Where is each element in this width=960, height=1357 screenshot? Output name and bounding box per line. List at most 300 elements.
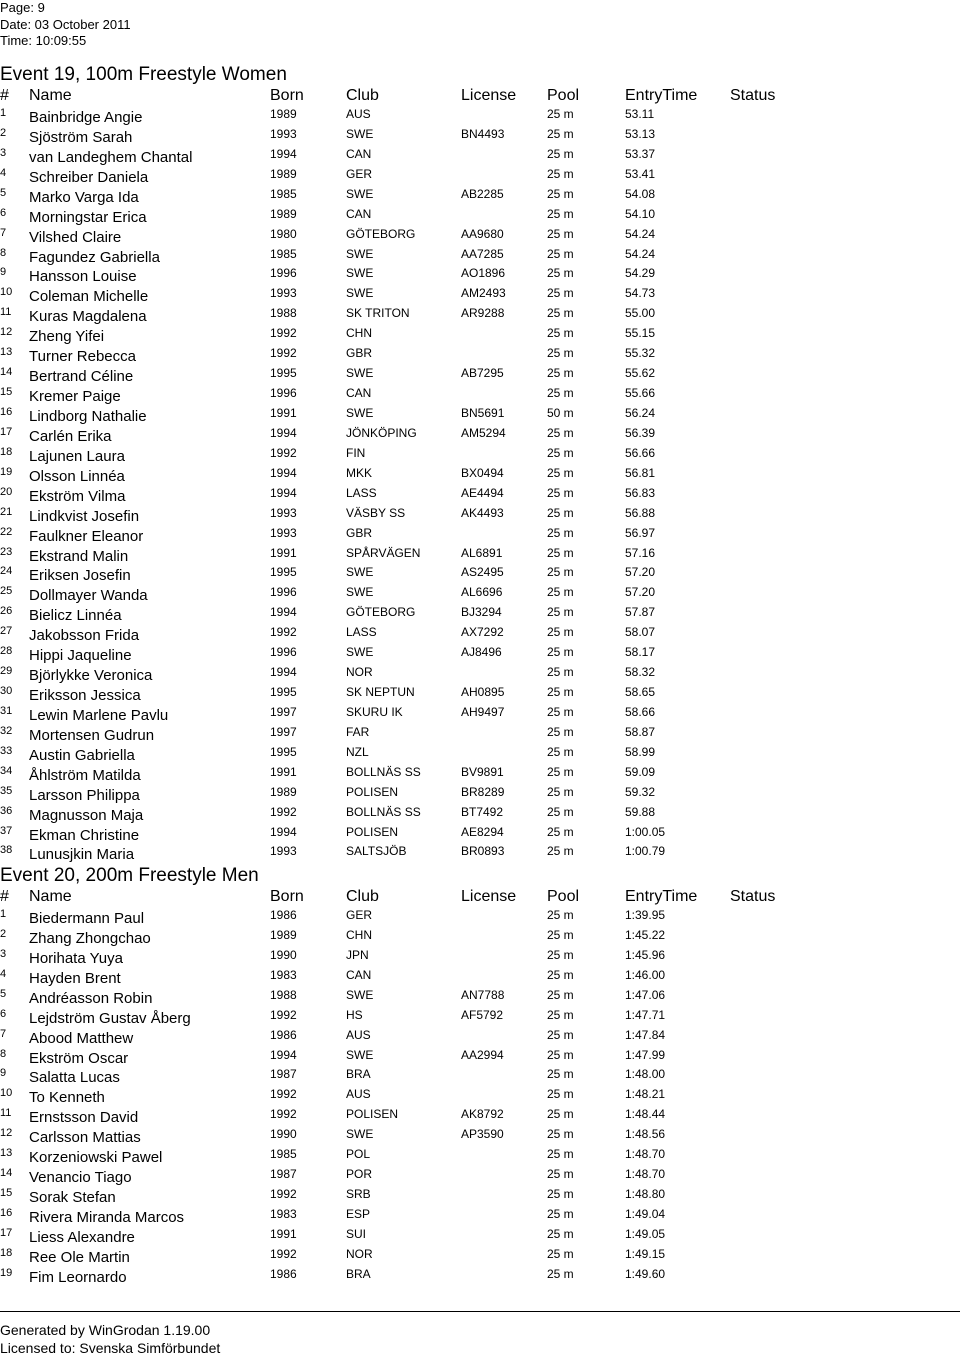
birth-year: 1992 bbox=[270, 804, 297, 819]
place-number: 7 bbox=[0, 226, 7, 239]
club-name: VÄSBY SS bbox=[346, 505, 406, 520]
birth-year: 1985 bbox=[270, 246, 297, 261]
swimmer-name: Kremer Paige bbox=[29, 388, 121, 405]
swimmer-name: Faulkner Eleanor bbox=[29, 527, 144, 545]
swimmer-name: Fim Leornardo bbox=[29, 1268, 127, 1286]
birth-year: 1990 bbox=[270, 947, 297, 962]
license-id: AA7285 bbox=[461, 246, 504, 261]
place-number: 33 bbox=[0, 744, 13, 757]
pool-length: 25 m bbox=[547, 704, 574, 719]
entry-time: 53.13 bbox=[625, 126, 656, 141]
entry-row bbox=[0, 724, 960, 744]
birth-year: 1995 bbox=[270, 685, 297, 699]
entry-time: 1:48.44 bbox=[625, 1107, 666, 1122]
place-number: 13 bbox=[0, 1147, 13, 1160]
club-name: JÖNKÖPING bbox=[346, 425, 417, 440]
pool-length: 25 m bbox=[547, 326, 574, 341]
entry-row bbox=[0, 285, 960, 305]
entry-time: 53.37 bbox=[625, 146, 656, 161]
license-id: AB2285 bbox=[461, 186, 504, 201]
pool-length: 25 m bbox=[547, 967, 574, 982]
club-name: GÖTEBORG bbox=[346, 605, 416, 620]
swimmer-name: To Kenneth bbox=[29, 1089, 105, 1107]
place-number: 8 bbox=[0, 1047, 7, 1060]
entry-time: 54.29 bbox=[625, 266, 656, 281]
pool-length: 25 m bbox=[547, 445, 574, 460]
place-number: 15 bbox=[0, 1187, 13, 1199]
entry-row bbox=[0, 907, 960, 927]
place-number: 14 bbox=[0, 1167, 13, 1180]
club-name: CAN bbox=[346, 206, 372, 221]
club-name: ESP bbox=[346, 1207, 371, 1221]
pool-length: 25 m bbox=[547, 306, 574, 321]
birth-year: 1991 bbox=[270, 764, 297, 779]
club-name: FAR bbox=[346, 724, 370, 739]
place-number: 10 bbox=[0, 286, 13, 299]
place-number: 18 bbox=[0, 1246, 13, 1259]
swimmer-name: Morningstar Erica bbox=[29, 208, 147, 226]
place-number: 18 bbox=[0, 445, 13, 458]
pool-length: 25 m bbox=[547, 465, 574, 480]
pool-length: 50 m bbox=[547, 405, 574, 420]
birth-year: 1986 bbox=[270, 1027, 297, 1042]
entry-row bbox=[0, 1086, 960, 1106]
entry-time: 54.73 bbox=[625, 286, 656, 301]
swimmer-name: Venancio Tiago bbox=[29, 1169, 132, 1187]
license-id: AO1896 bbox=[461, 266, 506, 281]
swimmer-name: Turner Rebecca bbox=[29, 348, 136, 366]
pool-length: 25 m bbox=[547, 764, 574, 779]
swimmer-name: Bielicz Linnéa bbox=[29, 607, 122, 625]
license-id: AX7292 bbox=[461, 625, 504, 640]
birth-year: 1995 bbox=[270, 565, 297, 580]
license-id: AR9288 bbox=[461, 306, 505, 321]
pool-length: 25 m bbox=[547, 186, 574, 201]
club-name: BRA bbox=[346, 1067, 371, 1082]
place-number: 1 bbox=[0, 908, 7, 920]
club-name: NOR bbox=[346, 1246, 373, 1261]
club-name: SWE bbox=[346, 366, 374, 381]
entry-row bbox=[0, 744, 960, 764]
entry-time: 56.97 bbox=[625, 525, 656, 540]
column-header-entry-time: EntryTime bbox=[625, 888, 698, 905]
entry-row bbox=[0, 927, 960, 947]
entry-row bbox=[0, 644, 960, 664]
license-id: AB7295 bbox=[461, 366, 504, 381]
birth-year: 1989 bbox=[270, 107, 297, 121]
birth-year: 1994 bbox=[270, 1047, 297, 1062]
birth-year: 1985 bbox=[270, 186, 297, 201]
club-name: CAN bbox=[346, 967, 372, 982]
entry-time: 56.81 bbox=[625, 465, 656, 480]
entry-time: 54.24 bbox=[625, 226, 656, 241]
entry-row bbox=[0, 1106, 960, 1126]
place-number: 19 bbox=[0, 465, 13, 478]
entry-time: 58.32 bbox=[625, 665, 656, 679]
swimmer-name: Jakobsson Frida bbox=[29, 627, 140, 645]
swimmer-name: Dollmayer Wanda bbox=[29, 587, 148, 605]
entry-time: 55.15 bbox=[625, 326, 656, 341]
birth-year: 1989 bbox=[270, 784, 297, 799]
place-number: 5 bbox=[0, 987, 7, 1000]
club-name: AUS bbox=[346, 1087, 371, 1102]
birth-year: 1991 bbox=[270, 405, 297, 420]
club-name: GÖTEBORG bbox=[346, 226, 416, 241]
club-name: FIN bbox=[346, 445, 366, 460]
place-number: 6 bbox=[0, 1007, 7, 1020]
place-number: 17 bbox=[0, 425, 13, 438]
entry-row bbox=[0, 305, 960, 325]
place-number: 32 bbox=[0, 724, 13, 737]
pool-length: 25 m bbox=[547, 485, 574, 500]
place-number: 22 bbox=[0, 525, 13, 538]
entry-time: 55.00 bbox=[625, 306, 656, 321]
pool-length: 25 m bbox=[547, 545, 574, 560]
place-number: 14 bbox=[0, 366, 13, 379]
license-id: AE8294 bbox=[461, 824, 504, 839]
license-id: AS2495 bbox=[461, 565, 504, 580]
birth-year: 1994 bbox=[270, 425, 297, 440]
place-number: 17 bbox=[0, 1226, 13, 1239]
entry-row bbox=[0, 1246, 960, 1266]
birth-year: 1994 bbox=[270, 824, 297, 839]
entry-time: 1:45.96 bbox=[625, 947, 666, 962]
swimmer-name: Schreiber Daniela bbox=[29, 168, 149, 186]
swimmer-name: Sorak Stefan bbox=[29, 1189, 116, 1206]
entry-row bbox=[0, 824, 960, 844]
club-name: SWE bbox=[346, 1047, 374, 1062]
entry-time: 58.87 bbox=[625, 724, 656, 739]
swimmer-name: Marko Varga Ida bbox=[29, 188, 139, 206]
swimmer-name: Hansson Louise bbox=[29, 268, 137, 286]
license-id: AM5294 bbox=[461, 425, 506, 440]
column-header-num: # bbox=[0, 888, 9, 905]
club-name: JPN bbox=[346, 947, 369, 962]
birth-year: 1997 bbox=[270, 704, 297, 719]
entry-row bbox=[0, 265, 960, 285]
club-name: SWE bbox=[346, 126, 374, 141]
pool-length: 25 m bbox=[547, 1147, 574, 1162]
license-id: BR0893 bbox=[461, 844, 505, 859]
entry-time: 1:00.79 bbox=[625, 844, 666, 859]
place-number: 24 bbox=[0, 565, 13, 578]
entry-row bbox=[0, 106, 960, 126]
birth-year: 1992 bbox=[270, 326, 297, 341]
pool-length: 25 m bbox=[547, 1127, 574, 1142]
swimmer-name: Salatta Lucas bbox=[29, 1069, 120, 1087]
birth-year: 1990 bbox=[270, 1127, 297, 1142]
license-id: BV9891 bbox=[461, 764, 504, 779]
event-title: Event 19, 100m Freestyle Women bbox=[0, 64, 287, 85]
column-header-born: Born bbox=[270, 87, 304, 104]
pool-length: 25 m bbox=[547, 1167, 574, 1182]
license-id: BT7492 bbox=[461, 804, 504, 819]
swimmer-name: Kuras Magdalena bbox=[29, 308, 147, 326]
entry-time: 54.10 bbox=[625, 206, 656, 221]
birth-year: 1992 bbox=[270, 1007, 297, 1022]
pool-length: 25 m bbox=[547, 1266, 574, 1281]
place-number: 19 bbox=[0, 1266, 13, 1279]
swimmer-name: Åhlström Matilda bbox=[29, 766, 141, 784]
entry-row bbox=[0, 1007, 960, 1027]
pool-length: 25 m bbox=[547, 724, 574, 739]
footer bbox=[0, 1321, 220, 1357]
swimmer-name: Rivera Miranda Marcos bbox=[29, 1209, 185, 1226]
swimmer-name: Björlykke Veronica bbox=[29, 667, 153, 684]
entry-time: 1:49.60 bbox=[625, 1266, 666, 1281]
pool-length: 25 m bbox=[547, 1047, 574, 1062]
column-header-name: Name bbox=[29, 87, 72, 104]
birth-year: 1996 bbox=[270, 386, 297, 400]
birth-year: 1983 bbox=[270, 967, 297, 982]
entry-time: 53.11 bbox=[625, 107, 655, 121]
entry-time: 56.88 bbox=[625, 505, 656, 520]
birth-year: 1992 bbox=[270, 1246, 297, 1261]
club-name: SWE bbox=[346, 405, 374, 420]
entry-time: 1:47.06 bbox=[625, 987, 666, 1002]
swimmer-name: Zheng Yifei bbox=[29, 328, 105, 346]
birth-year: 1983 bbox=[270, 1207, 297, 1221]
entry-row bbox=[0, 425, 960, 445]
place-number: 7 bbox=[0, 1027, 7, 1040]
pool-length: 25 m bbox=[547, 1067, 574, 1082]
pool-length: 25 m bbox=[547, 246, 574, 261]
column-header-entry-time: EntryTime bbox=[625, 87, 698, 104]
license-id: AN7788 bbox=[461, 987, 505, 1002]
entry-row bbox=[0, 967, 960, 987]
club-name: SKURU IK bbox=[346, 704, 403, 719]
club-name: BRA bbox=[346, 1266, 371, 1281]
place-number: 12 bbox=[0, 326, 13, 339]
place-number: 3 bbox=[0, 947, 7, 960]
pool-length: 25 m bbox=[547, 987, 574, 1002]
birth-year: 1995 bbox=[270, 366, 297, 381]
column-header-born: Born bbox=[270, 888, 304, 905]
license-id: AF5792 bbox=[461, 1007, 504, 1022]
birth-year: 1997 bbox=[270, 724, 297, 739]
pool-length: 25 m bbox=[547, 366, 574, 381]
place-number: 5 bbox=[0, 186, 7, 199]
license-id: AA9680 bbox=[461, 226, 504, 241]
entry-row bbox=[0, 784, 960, 804]
entry-time: 54.24 bbox=[625, 246, 656, 261]
birth-year: 1989 bbox=[270, 166, 297, 181]
entry-row bbox=[0, 166, 960, 186]
pool-length: 25 m bbox=[547, 1187, 574, 1201]
license-id: BJ3294 bbox=[461, 605, 502, 620]
entry-time: 58.17 bbox=[625, 645, 656, 660]
birth-year: 1993 bbox=[270, 286, 297, 301]
pool-length: 25 m bbox=[547, 266, 574, 281]
birth-year: 1994 bbox=[270, 665, 297, 679]
column-header-pool: Pool bbox=[547, 87, 580, 104]
swimmer-name: Zhang Zhongchao bbox=[29, 929, 151, 947]
column-header-name: Name bbox=[29, 888, 72, 905]
entry-time: 56.39 bbox=[625, 425, 656, 440]
entry-time: 58.66 bbox=[625, 704, 656, 719]
entry-row bbox=[0, 804, 960, 824]
swimmer-name: Fagundez Gabriella bbox=[29, 248, 160, 266]
club-name: AUS bbox=[346, 107, 371, 121]
pool-length: 25 m bbox=[547, 927, 574, 942]
license-id: BR8289 bbox=[461, 784, 505, 799]
pool-length: 25 m bbox=[547, 824, 574, 839]
entry-row bbox=[0, 564, 960, 584]
entry-time: 1:49.15 bbox=[625, 1246, 666, 1261]
pool-length: 25 m bbox=[547, 346, 574, 361]
license-id: AH9497 bbox=[461, 704, 505, 719]
place-number: 20 bbox=[0, 485, 13, 498]
club-name: GER bbox=[346, 166, 373, 181]
swimmer-name: Abood Matthew bbox=[29, 1029, 134, 1047]
pool-length: 25 m bbox=[547, 784, 574, 799]
swimmer-name: Mortensen Gudrun bbox=[29, 726, 155, 744]
entry-row bbox=[0, 186, 960, 206]
club-name: SK NEPTUN bbox=[346, 685, 415, 699]
swimmer-name: Coleman Michelle bbox=[29, 288, 149, 306]
place-number: 23 bbox=[0, 545, 13, 558]
pool-length: 25 m bbox=[547, 665, 574, 679]
column-header-num: # bbox=[0, 87, 9, 104]
entry-time: 1:48.70 bbox=[625, 1167, 666, 1182]
pool-length: 25 m bbox=[547, 1246, 574, 1261]
pool-length: 25 m bbox=[547, 126, 574, 141]
entry-row bbox=[0, 325, 960, 345]
entry-row bbox=[0, 525, 960, 545]
entry-time: 1:48.21 bbox=[625, 1087, 666, 1102]
entry-row bbox=[0, 684, 960, 704]
pool-length: 25 m bbox=[547, 1027, 574, 1042]
entry-time: 56.24 bbox=[625, 405, 656, 420]
place-number: 21 bbox=[0, 505, 13, 518]
club-name: LASS bbox=[346, 485, 377, 500]
entry-time: 58.99 bbox=[625, 744, 656, 759]
page-number: Page: 9 bbox=[0, 0, 45, 15]
license-id: AH0895 bbox=[461, 685, 505, 699]
club-name: NOR bbox=[346, 665, 373, 679]
club-name: POL bbox=[346, 1147, 371, 1162]
column-header-status: Status bbox=[730, 888, 776, 905]
entry-time: 1:48.80 bbox=[625, 1187, 666, 1201]
birth-year: 1996 bbox=[270, 585, 297, 600]
birth-year: 1986 bbox=[270, 1266, 297, 1281]
club-name: SUI bbox=[346, 1226, 367, 1241]
club-name: BOLLNÄS SS bbox=[346, 804, 421, 819]
entry-time: 58.07 bbox=[625, 625, 656, 640]
swimmer-name: Bainbridge Angie bbox=[29, 109, 143, 126]
place-number: 3 bbox=[0, 146, 7, 159]
birth-year: 1991 bbox=[270, 545, 297, 560]
club-name: POLISEN bbox=[346, 784, 399, 799]
swimmer-name: Magnusson Maja bbox=[29, 806, 144, 824]
license-id: BX0494 bbox=[461, 465, 504, 480]
birth-year: 1986 bbox=[270, 908, 297, 922]
entry-row bbox=[0, 146, 960, 166]
place-number: 29 bbox=[0, 665, 13, 677]
birth-year: 1991 bbox=[270, 1226, 297, 1241]
club-name: POLISEN bbox=[346, 1107, 399, 1122]
generated-by: Generated by WinGrodan 1.19.00 bbox=[0, 1322, 211, 1338]
pool-length: 25 m bbox=[547, 1207, 574, 1221]
place-number: 28 bbox=[0, 645, 13, 658]
club-name: POR bbox=[346, 1167, 373, 1182]
swimmer-name: Ekstrand Malin bbox=[29, 547, 129, 565]
entry-row bbox=[0, 545, 960, 565]
place-number: 9 bbox=[0, 266, 7, 279]
birth-year: 1987 bbox=[270, 1067, 297, 1082]
place-number: 10 bbox=[0, 1087, 13, 1100]
club-name: SWE bbox=[346, 246, 374, 261]
birth-year: 1993 bbox=[270, 525, 297, 540]
license-id: BN4493 bbox=[461, 126, 505, 141]
club-name: SWE bbox=[346, 565, 374, 580]
club-name: NZL bbox=[346, 744, 369, 759]
entry-row bbox=[0, 764, 960, 784]
column-header-status: Status bbox=[730, 87, 776, 104]
place-number: 1 bbox=[0, 107, 7, 119]
column-header-license: License bbox=[461, 888, 517, 905]
club-name: POLISEN bbox=[346, 824, 399, 839]
license-id: AJ8496 bbox=[461, 645, 502, 660]
place-number: 25 bbox=[0, 585, 13, 598]
place-number: 30 bbox=[0, 685, 13, 697]
entry-time: 1:45.22 bbox=[625, 927, 666, 942]
entry-row bbox=[0, 365, 960, 385]
entry-time: 59.09 bbox=[625, 764, 656, 779]
swimmer-name: van Landeghem Chantal bbox=[29, 148, 193, 166]
swimmer-name: Ekman Christine bbox=[29, 826, 140, 844]
license-id: AP3590 bbox=[461, 1127, 504, 1142]
entry-time: 1:47.84 bbox=[625, 1027, 666, 1042]
birth-year: 1988 bbox=[270, 306, 297, 321]
license-id: AK4493 bbox=[461, 505, 504, 520]
place-number: 2 bbox=[0, 126, 7, 139]
swimmer-name: Austin Gabriella bbox=[29, 746, 135, 764]
pool-length: 25 m bbox=[547, 226, 574, 241]
swimmer-name: Lewin Marlene Pavlu bbox=[29, 706, 169, 724]
license-id: BN5691 bbox=[461, 405, 505, 420]
entry-row bbox=[0, 584, 960, 604]
entry-row bbox=[0, 1186, 960, 1206]
club-name: SK TRITON bbox=[346, 306, 410, 321]
birth-year: 1994 bbox=[270, 146, 297, 161]
place-number: 27 bbox=[0, 625, 13, 638]
entry-row bbox=[0, 624, 960, 644]
pool-length: 25 m bbox=[547, 107, 574, 121]
swimmer-name: Larsson Philippa bbox=[29, 786, 140, 804]
entry-row bbox=[0, 1266, 960, 1286]
print-time: Time: 10:09:55 bbox=[0, 33, 87, 48]
swimmer-name: Bertrand Céline bbox=[29, 368, 134, 386]
licensed-to: Licensed to: Svenska Simförbundet bbox=[0, 1340, 221, 1356]
birth-year: 1992 bbox=[270, 1107, 297, 1122]
club-name: CAN bbox=[346, 146, 372, 161]
pool-length: 25 m bbox=[547, 565, 574, 580]
license-id: AL6696 bbox=[461, 585, 503, 600]
entry-time: 1:47.99 bbox=[625, 1047, 666, 1062]
swimmer-name: Olsson Linnéa bbox=[29, 467, 125, 485]
swimmer-name: Hayden Brent bbox=[29, 969, 121, 987]
entry-row bbox=[0, 405, 960, 425]
entry-time: 55.62 bbox=[625, 366, 656, 381]
club-name: LASS bbox=[346, 625, 377, 640]
entry-row bbox=[0, 704, 960, 724]
club-name: SWE bbox=[346, 645, 374, 660]
club-name: SWE bbox=[346, 266, 374, 281]
place-number: 37 bbox=[0, 824, 13, 837]
pool-length: 25 m bbox=[547, 804, 574, 819]
pool-length: 25 m bbox=[547, 605, 574, 620]
